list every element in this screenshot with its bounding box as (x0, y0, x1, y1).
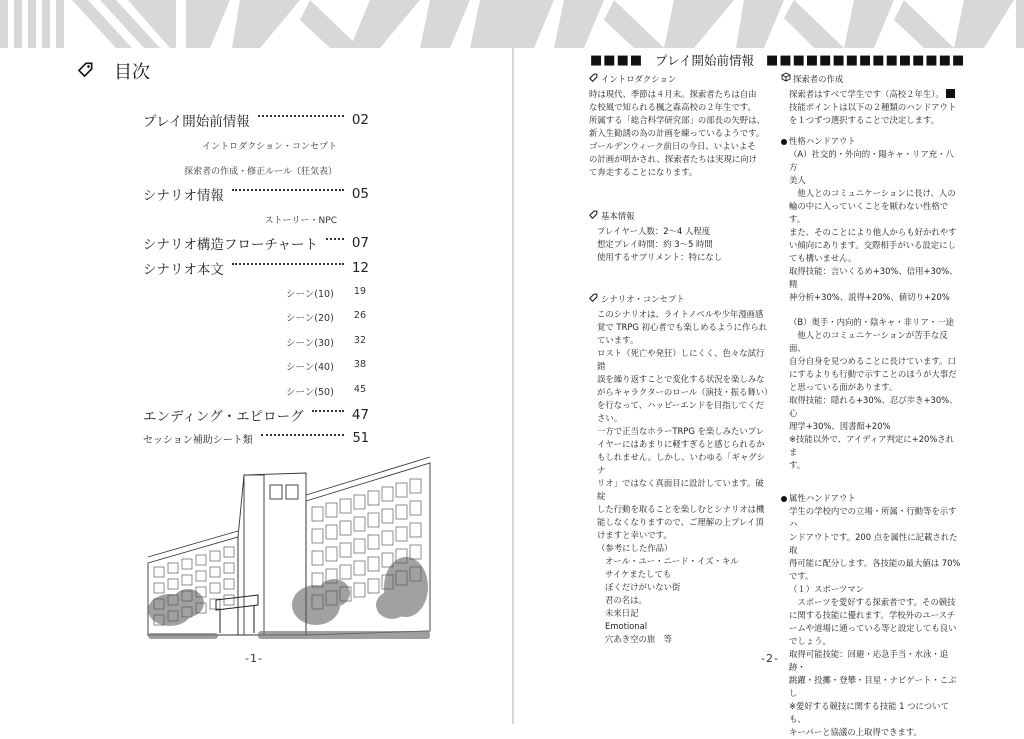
building-window (326, 503, 337, 517)
creation-body: 探索者はすべて学生です（高校２年生）。 技能ポイントは以下の２種類のハンドアウト を１つずつ選択することで決定します。 (789, 89, 957, 125)
header-blocks-right: ■■■■■■■■■■■■■■■ (766, 52, 966, 68)
toc-entry-page: 51 (352, 431, 369, 446)
building-window (168, 563, 178, 573)
section-header (590, 51, 965, 69)
basic-title: 基本情報 (601, 210, 635, 221)
toc-scene-50[interactable] (286, 384, 366, 398)
square-mark (946, 89, 955, 98)
tag-icon (589, 292, 599, 306)
creation-title: 探索者の作成 (793, 73, 844, 84)
toc-entry-label: セッション補助シート類 (143, 435, 253, 446)
personality-heading (781, 135, 961, 148)
building-window (340, 521, 351, 535)
personality-body: （A）社交的・外向的・陽キャ・リア充・八方 美人 他人とのコミュニケーションに長け、人の 輪の中に入っていくことを厭わない性格です。 また、そのことにより他人からも好かれやす い傾向にあります。交際相手がいる設定にし ても構いません。 取得技能：言いくるめ+30%、信用+30%、精 神分析+30%、説得+20%、値切り+20% （B）奥手・内向的・陰キャ・非リア・一途 他人とのコミュニケーションが苦手な反面、 自分自身を見つめることに長けています。口 にするよりも行動で示すことのほうが大事だ と思っている面があります。 取得技能：隠れる+30%、忍び歩き+30%、心 理学+30%、図書館+20% ※技能以外で、アイディア判定に+20%されま す。 (789, 149, 958, 470)
building-window (210, 567, 220, 577)
toc-entry-main-text[interactable] (143, 258, 369, 278)
toc-entry-page: 05 (351, 186, 369, 202)
tag-icon (76, 59, 96, 83)
section-title: プレイ開始前情報 (655, 53, 755, 68)
building-window (154, 583, 164, 593)
building-window (210, 599, 220, 609)
building-window (382, 509, 393, 523)
intro-title: イントロダクション (601, 73, 677, 84)
toc-entry-label: エンディング・エピローグ (143, 409, 304, 425)
cube-icon (781, 72, 791, 86)
building-window (354, 561, 365, 575)
header-pattern-right (514, 0, 1024, 48)
concept-body: このシナリオは、ライトノベルや少年漫画感 覚で TRPG 初心者でも楽しめるように作られ ています。 ロスト（死亡や発狂）しにくく、色々な試行錯 誤を繰り返すことで変化する状況を楽しみな がらキャラクターのロール（演技・振る舞い） を行なって、ハッピーエンドを目指してくだ さい。 一方で正当なホラーTRPG を楽しみたいプレ イヤーにはあまりに軽すぎると感じられるか もしれません。しかし、いわゆる「ギャグシナ リオ」ではなく真面目に設計しています。破綻 した行動を取ることを楽しむとシナリオは機 能しなくなりますので、ご理解の上プレイ頂 けますと幸いです。 （参考にした作品） オール・ユー・ニード・イズ・キル サイケまたしても ぼくだけがいない街 君の名は。 未来日記 Emotional 穴あき空の旅 等 (597, 309, 773, 644)
toc-entry-page: 02 (351, 112, 369, 128)
header-blocks-left: ■■■■ (590, 52, 644, 68)
toc-entry-sheets[interactable] (143, 431, 369, 446)
building-window (340, 565, 351, 579)
toc-scene-30[interactable] (286, 335, 366, 349)
building-window (210, 551, 220, 561)
toc-page (0, 0, 512, 724)
toc-scene-10[interactable] (286, 286, 366, 300)
personality-title: 性格ハンドアウト (789, 136, 856, 146)
building-window (224, 563, 234, 573)
info-page (514, 0, 1024, 737)
toc-entry-ending[interactable] (143, 405, 369, 425)
building-window (340, 499, 351, 513)
toc-entry-label: シナリオ本文 (143, 262, 224, 278)
concept-title: シナリオ・コンセプト (601, 293, 685, 304)
basic-body: プレイヤー人数：2〜4 人程度 想定プレイ時間：約 3〜5 時間 使用するサプリメント：特になし (597, 226, 723, 262)
building-window (354, 517, 365, 531)
building-window (224, 579, 234, 589)
toc-entry-label: シナリオ構造フローチャート (143, 237, 318, 253)
attribute-title: 属性ハンドアウト (789, 493, 856, 503)
building-window (312, 551, 323, 565)
toc-title: 目次 (114, 62, 150, 83)
toc-scene-page: 26 (353, 310, 366, 321)
toc-scene-40[interactable] (286, 359, 366, 373)
page-number-right: -2- (761, 652, 779, 665)
tag-icon (589, 72, 599, 86)
building-window (196, 555, 206, 565)
building-window (368, 557, 379, 571)
toc-entry-page: 12 (351, 260, 369, 276)
toc-entry-page: 07 (351, 235, 369, 251)
tag-icon (589, 209, 599, 223)
page-number-left: -1- (245, 652, 263, 665)
toc-scene-label: シーン(10) (286, 289, 334, 300)
building-window (382, 531, 393, 545)
toc-entry-label: シナリオ情報 (143, 188, 224, 204)
toc-entry-page: 47 (351, 407, 369, 423)
building-window (396, 483, 407, 497)
toc-sub-intro[interactable]: イントロダクション・コンセプト (202, 142, 337, 152)
building-window (154, 567, 164, 577)
building-window (410, 479, 421, 493)
building-window (396, 505, 407, 519)
building-window (368, 491, 379, 505)
toc-sub-creation[interactable]: 探索者の作成・修正ルール（狂気表） (184, 167, 337, 177)
building-window (326, 547, 337, 561)
toc-scene-label: シーン(40) (286, 362, 334, 373)
building-window (354, 495, 365, 509)
header-pattern-left (0, 0, 512, 48)
building-window (182, 559, 192, 569)
building-window (224, 595, 234, 605)
toc-heading (76, 58, 150, 84)
building-window (354, 539, 365, 553)
building-window (168, 579, 178, 589)
toc-sub-story[interactable]: ストーリー・NPC (264, 216, 337, 226)
toc-scene-label: シーン(30) (286, 338, 334, 349)
building-window (410, 545, 421, 559)
building-window (354, 583, 365, 597)
building-window (340, 543, 351, 557)
intro-heading (589, 72, 771, 86)
toc-scene-page: 19 (353, 286, 366, 297)
attribute-body: 学生の学校内での立場・所属・行動等を示すハ ンドアウトです。200 点を属性に記載された取 得可能に配分します。各技能の最大値は 70% です。 （１）スポーツマン スポーツを愛好する探索者です。その競技 に関する技能に優れます。学校外のユースチ ームや道場に通っている等と設定しても良い でしょう。 取得可能技能：回避・応急手当・水泳・追跡・ 跳躍・投擲・登攀・目星・ナビゲート・こぶし ※愛好する競技に関する技能 1 つについても、 キーパーと協議の上取得できます。 (789, 506, 961, 737)
building-window (368, 579, 379, 593)
creation-heading (781, 72, 961, 86)
intro-body: 時は現代、季節は４月末。探索者たちは自由 な校風で知られる楓之森高校の２年生です。 所属する「総合科学研究部」の部長の矢野は、 新入生勧誘の為の計画を練っているようです。 ゴールデンウィーク前日の今日、いよいよそ の計画が明かされ、探索者たちは実現に向け て奔走することになります。 (589, 89, 765, 177)
building-window (326, 525, 337, 539)
bullet-icon (781, 496, 787, 502)
building-window (368, 513, 379, 527)
toc-entry-label: プレイ開始前情報 (143, 114, 250, 130)
toc-entry-flowchart[interactable] (143, 233, 369, 253)
toc-scene-20[interactable] (286, 310, 366, 324)
toc-scene-label: シーン(50) (286, 387, 334, 398)
concept-heading (589, 292, 771, 306)
left-column (589, 72, 771, 646)
building-window (224, 547, 234, 557)
basic-heading (589, 209, 771, 223)
toc-entry-scenario-info[interactable] (143, 184, 369, 204)
toc-scene-page: 38 (353, 359, 366, 370)
right-column (781, 72, 961, 739)
building-window (410, 501, 421, 515)
building-window (382, 487, 393, 501)
toc-scene-label: シーン(20) (286, 313, 334, 324)
building-window (196, 571, 206, 581)
building-window (182, 575, 192, 585)
attribute-heading (781, 492, 961, 505)
building-window (210, 583, 220, 593)
building-window (396, 527, 407, 541)
building-window (410, 523, 421, 537)
toc-scene-page: 32 (353, 335, 366, 346)
bullet-icon (781, 139, 787, 145)
toc-scene-page: 45 (353, 384, 366, 395)
building-window (312, 529, 323, 543)
building-window (312, 507, 323, 521)
building-window (368, 535, 379, 549)
toc-entry-play-info[interactable] (143, 110, 369, 130)
school-building-illustration (148, 455, 430, 645)
reference-works: オール・ユー・ニード・イズ・キル サイケまたしても ぼくだけがいない街 君の名は。 未来日記 Emotional 穴あき空の旅 等 (605, 556, 739, 644)
